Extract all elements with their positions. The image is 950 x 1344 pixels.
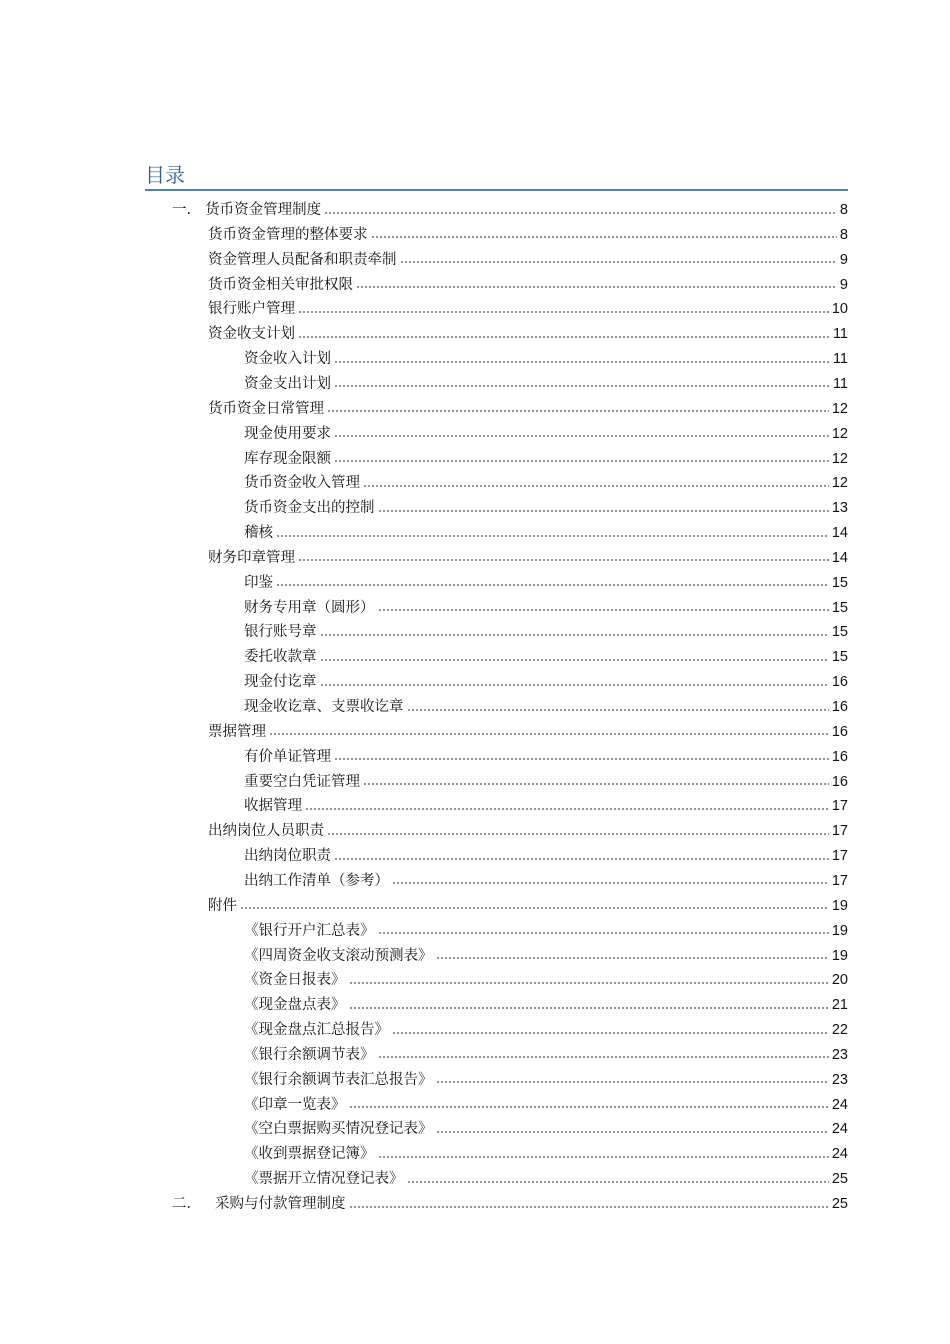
toc-dot-leader [349,980,829,985]
toc-entry-label: 《资金日报表》 [244,972,346,989]
toc-entry[interactable] [244,1069,848,1091]
toc-entry-page-number: 16 [831,748,848,765]
toc-entry[interactable] [208,224,848,246]
toc-dot-leader [436,956,829,961]
toc-dot-leader [363,782,829,787]
toc-entry-page-number: 9 [839,251,848,268]
toc-entry-page-number: 8 [839,202,848,218]
toc-entry[interactable] [208,323,848,345]
toc-entry-label: 《银行开户汇总表》 [244,922,375,939]
toc-dot-leader [349,1105,829,1110]
toc-dot-leader [334,434,829,439]
toc-entry-page-number: 17 [831,848,848,865]
toc-entry-page-number: 17 [831,798,848,815]
toc-entry-page-number: 19 [831,897,848,914]
toc-entry-number: 二． [172,1196,201,1212]
toc-entry[interactable] [244,1044,848,1066]
toc-entry-label: 资金支出计划 [244,375,331,392]
toc-entry-label: 《银行余额调节表》 [244,1046,375,1063]
toc-entry-label: 货币资金管理制度 [205,202,322,218]
toc-entry-page-number: 10 [831,301,848,318]
toc-dot-leader [378,608,829,613]
toc-dot-leader [334,459,829,464]
toc-entry-page-number: 16 [831,723,848,740]
toc-entry-page-number: 12 [831,450,848,467]
toc-entry-page-number: 11 [832,326,848,343]
toc-entry-label: 出纳岗位职责 [244,848,331,865]
toc-entry[interactable] [208,547,848,569]
toc-dot-leader [407,1179,829,1184]
toc-entry-label: 出纳岗位人员职责 [208,823,324,840]
toc-entry[interactable] [208,820,848,842]
toc-entry-label: 资金收入计划 [244,351,331,368]
toc-entry-page-number: 23 [831,1046,848,1063]
toc-entry-label: 货币资金管理的整体要求 [208,226,368,243]
toc-entry-page-number: 16 [831,773,848,790]
toc-entry-label: 资金收支计划 [208,326,295,343]
toc-entry-label: 出纳工作清单（参考） [244,872,389,889]
toc-entry-page-number: 14 [831,549,848,566]
toc-entry-label: 委托收款章 [244,649,317,666]
toc-dot-leader [349,1204,829,1209]
toc-entry-label: 现金收讫章、支票收讫章 [244,699,404,715]
toc-dot-leader [269,732,829,737]
toc-entry-page-number: 19 [831,947,848,964]
toc-entry-label: 《现金盘点表》 [244,997,346,1014]
toc-entry[interactable] [244,1094,848,1116]
toc-dot-leader [327,409,829,414]
toc-entry-page-number: 15 [831,599,848,616]
toc-entry[interactable] [244,472,848,494]
toc-dot-leader [276,533,829,538]
toc-entry-label: 《收到票据登记簿》 [244,1146,375,1163]
toc-dot-leader [436,1080,829,1085]
toc-dot-leader [349,1005,829,1010]
toc-entry-label: 《票据开立情况登记表》 [244,1171,404,1188]
toc-entry[interactable] [244,1019,848,1041]
toc-entry-label: 财务专用章（圆形） [244,599,375,616]
toc-entry-page-number: 12 [831,425,848,442]
toc-entry[interactable] [244,646,848,668]
toc-entry[interactable] [244,1168,848,1190]
toc-entry-page-number: 11 [832,375,848,392]
toc-entry-page-number: 14 [831,525,848,542]
toc-entry-label: 《银行余额调节表汇总报告》 [244,1071,433,1088]
toc-entry-label: 有价单证管理 [244,748,331,765]
toc-entry[interactable] [208,895,848,917]
toc-dot-leader [324,210,837,215]
toc-entry-label: 货币资金支出的控制 [244,500,375,517]
toc-entry[interactable] [208,298,848,320]
toc-entry[interactable] [208,398,848,420]
toc-entry[interactable] [208,721,848,743]
toc-entry-label: 《四周资金收支滚动预测表》 [244,947,433,964]
toc-dot-leader [334,856,829,861]
toc-dot-leader [334,359,830,364]
toc-entry[interactable] [244,522,848,544]
toc-entry-label: 印鉴 [244,574,273,591]
toc-entry-page-number: 9 [839,276,848,293]
toc-dot-leader [378,1055,829,1060]
toc-entry[interactable] [172,199,848,221]
toc-title-rule [145,189,848,191]
toc-entry-page-number: 15 [831,574,848,591]
toc-entry-label: 收据管理 [244,798,302,815]
toc-entry-label: 银行账号章 [244,624,317,641]
toc-entry[interactable] [244,597,848,619]
toc-entry[interactable] [208,274,848,296]
toc-entry-label: 资金管理人员配备和职责牵制 [208,251,397,268]
toc-dot-leader [334,757,829,762]
toc-entry[interactable] [244,746,848,768]
toc-entry[interactable] [244,696,848,718]
toc-dot-leader [356,285,837,290]
toc-entry-page-number: 23 [831,1071,848,1088]
toc-entry[interactable] [244,373,848,395]
toc-dot-leader [378,508,829,513]
toc-dot-leader [363,483,829,488]
toc-entry-page-number: 16 [831,674,848,691]
toc-entry-page-number: 12 [831,475,848,492]
toc-entry-page-number: 17 [831,823,848,840]
toc-entry[interactable] [244,671,848,693]
toc-entry-number: 一. [172,202,192,218]
toc-entry[interactable] [208,249,848,271]
toc-entry-page-number: 20 [831,972,848,989]
toc-entry-page-number: 24 [831,1121,848,1138]
toc-dot-leader [371,235,837,240]
toc-entry[interactable] [244,621,848,643]
toc-dot-leader [392,881,829,886]
toc-dot-leader [407,707,829,712]
toc-entry-page-number: 15 [831,624,848,641]
toc-entry[interactable] [244,945,848,967]
toc-dot-leader [320,632,829,637]
toc-entry-page-number: 11 [832,351,848,368]
toc-entry-page-number: 25 [831,1196,848,1212]
toc-entry[interactable] [244,920,848,942]
toc-dot-leader [320,657,829,662]
toc-entry-label: 货币资金相关审批权限 [208,276,353,293]
toc-dot-leader [305,806,829,811]
toc-entry-label: 现金付讫章 [244,674,317,691]
toc-entry[interactable] [244,771,848,793]
toc-entry-page-number: 24 [831,1096,848,1113]
toc-entry[interactable] [244,969,848,991]
toc-dot-leader [436,1129,829,1134]
toc-dot-leader [327,831,829,836]
toc-entry-page-number: 25 [831,1171,848,1188]
toc-entry-label: 库存现金限额 [244,450,331,467]
toc-entry[interactable] [244,348,848,370]
toc-entry-page-number: 13 [831,500,848,517]
toc-entry-label: 现金使用要求 [244,425,331,442]
toc-entry-label: 货币资金收入管理 [244,475,360,492]
toc-entry[interactable] [244,870,848,892]
toc-entry-label: 《空白票据购买情况登记表》 [244,1121,433,1138]
toc-entry-label: 重要空白凭证管理 [244,773,360,790]
toc-entry-label: 稽核 [244,525,273,542]
toc-entry-label: 《印章一览表》 [244,1096,346,1113]
toc-dot-leader [400,260,837,265]
toc-entry[interactable] [244,448,848,470]
toc-dot-leader [320,682,829,687]
toc-entry[interactable] [244,423,848,445]
toc-dot-leader [298,558,829,563]
toc-dot-leader [378,931,829,936]
toc-dot-leader [298,334,830,339]
toc-entry-page-number: 15 [831,649,848,666]
toc-entry-label: 《现金盘点汇总报告》 [244,1022,389,1039]
toc-title: 目录 [145,163,185,187]
toc-entry-page-number: 16 [831,699,848,715]
toc-entry[interactable] [244,994,848,1016]
toc-dot-leader [334,384,830,389]
toc-entry-page-number: 17 [831,872,848,889]
toc-entry[interactable] [244,1143,848,1165]
toc-entry-page-number: 24 [831,1146,848,1163]
toc-dot-leader [392,1030,829,1035]
toc-entry-label: 银行账户管理 [208,301,295,318]
toc-entry[interactable] [172,1193,848,1215]
toc-entry-label: 采购与付款管理制度 [215,1196,346,1212]
toc-dot-leader [298,309,829,314]
toc-entry-page-number: 19 [831,922,848,939]
toc-entry-label: 票据管理 [208,723,266,740]
toc-dot-leader [276,583,829,588]
toc-entry-label: 财务印章管理 [208,549,295,566]
toc-entry-label: 货币资金日常管理 [208,400,324,417]
toc-entry[interactable] [244,845,848,867]
toc-dot-leader [378,1154,829,1159]
toc-dot-leader [240,906,829,911]
toc-entry[interactable] [244,497,848,519]
toc-entry-page-number: 12 [831,400,848,417]
toc-entry-page-number: 21 [831,997,848,1014]
toc-entry[interactable] [244,572,848,594]
toc-entry[interactable] [244,1118,848,1140]
toc-entry-page-number: 22 [831,1022,848,1039]
toc-entry[interactable] [244,795,848,817]
toc-entry-page-number: 8 [839,226,848,243]
toc-entry-label: 附件 [208,897,237,914]
